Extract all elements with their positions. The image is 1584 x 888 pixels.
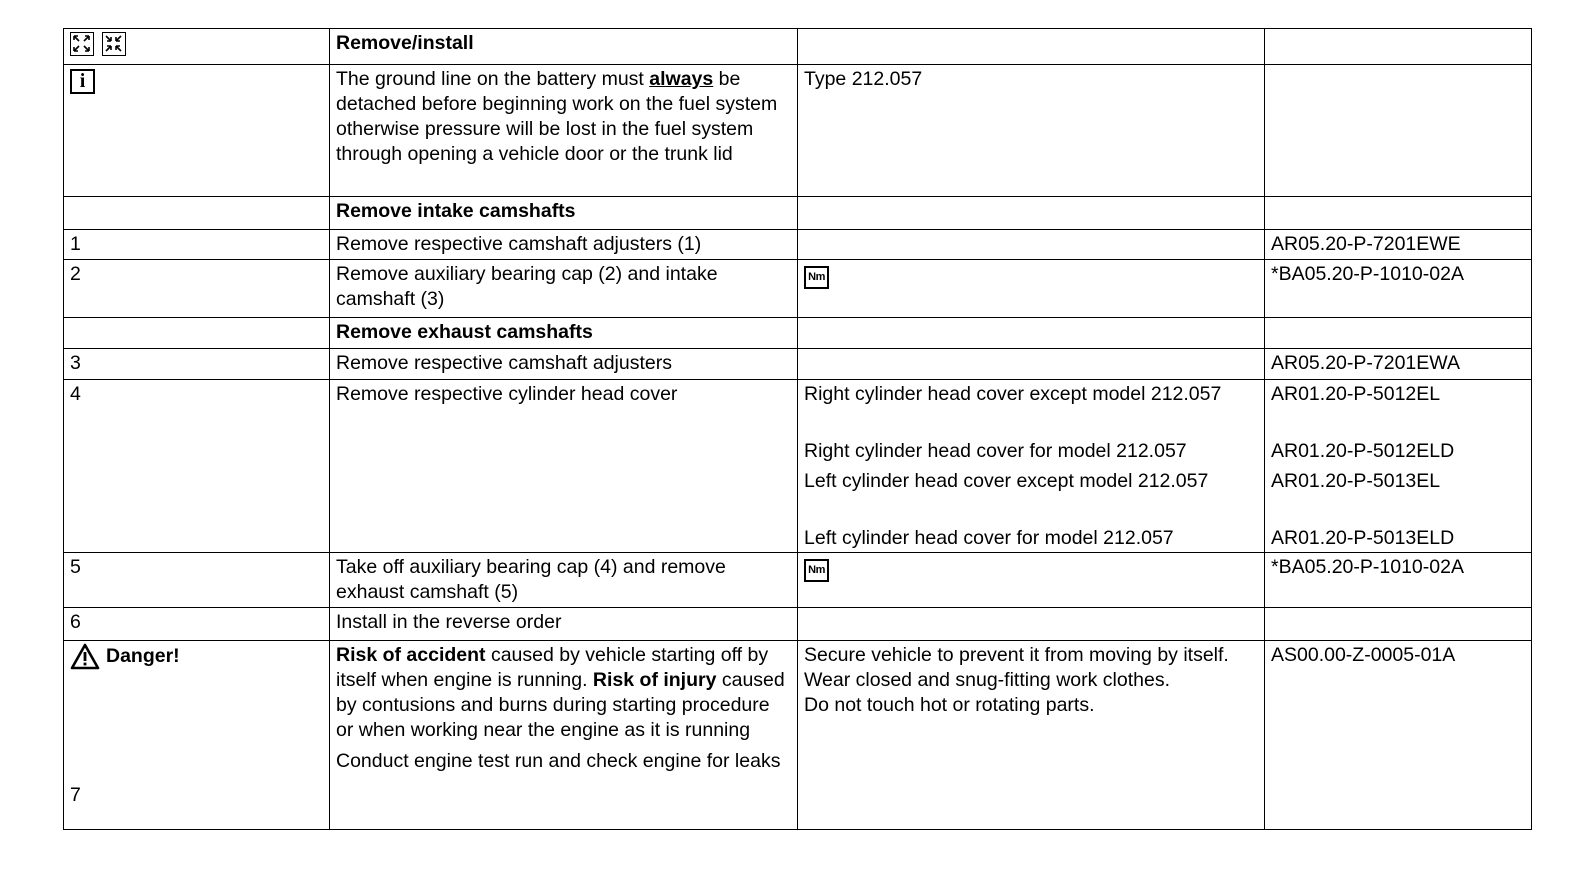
- danger-reference-link[interactable]: AS00.00-Z-0005-01A: [1265, 641, 1532, 830]
- step-row-6: [64, 608, 1532, 641]
- header-title: Remove/install: [330, 29, 798, 65]
- step-reference-link[interactable]: AR05.20-P-7201EWE: [1265, 230, 1532, 260]
- step-subnotes: [798, 380, 1265, 553]
- section-title-exhaust: Remove exhaust camshafts: [330, 318, 798, 349]
- step-number: 6: [64, 608, 330, 641]
- step-text: Remove respective camshaft adjusters: [330, 349, 798, 380]
- info-icon[interactable]: i: [70, 69, 95, 94]
- info-empty-4: [1265, 65, 1532, 197]
- section-empty-4: [1265, 197, 1532, 230]
- nm-icon[interactable]: Nm: [804, 266, 829, 289]
- step-reference-link[interactable]: AR05.20-P-7201EWA: [1265, 349, 1532, 380]
- step-reference-link[interactable]: *BA05.20-P-1010-02A: [1265, 260, 1532, 318]
- step-row-1: [64, 230, 1532, 260]
- risk-injury-label: Risk of injury: [592, 669, 717, 691]
- risk-accident-text: caused by vehicle starting off by itself when engine is running.: [336, 644, 769, 691]
- info-text-emphasis: always: [649, 68, 714, 90]
- danger-measure: Wear closed and snug-fitting work clothes.: [804, 669, 1170, 691]
- step-text: Conduct engine test run and check engine for leaks: [336, 750, 781, 772]
- expand-icon[interactable]: [70, 32, 94, 56]
- nm-icon[interactable]: Nm: [804, 559, 829, 582]
- info-text-post: be detached before beginning work on the fuel system otherwise pressure will be lost in the fuel system through opening a vehicle door or the trunk lid: [336, 68, 778, 165]
- step-number: 7: [70, 784, 81, 806]
- header-empty-3: [798, 29, 1265, 65]
- danger-measures-cell: [798, 641, 1265, 830]
- step-reference-link[interactable]: AR01.20-P-5012ELD: [1271, 440, 1455, 462]
- header-icons-cell: [64, 29, 330, 65]
- info-text-pre: The ground line on the battery must: [336, 68, 650, 90]
- danger-label-cell: [64, 641, 330, 830]
- step-note: [798, 230, 1265, 260]
- step-row-5: [64, 553, 1532, 608]
- procedure-table: [63, 28, 1532, 830]
- warning-triangle-icon: [70, 643, 100, 670]
- header-row: [64, 29, 1532, 65]
- step-row-4: [64, 380, 1532, 553]
- step-reference-link[interactable]: AR01.20-P-5012EL: [1271, 383, 1441, 405]
- danger-label: Danger!: [106, 645, 180, 667]
- section-empty-1: [64, 318, 330, 349]
- section-title-intake: Remove intake camshafts: [330, 197, 798, 230]
- danger-measure: Secure vehicle to prevent it from moving by itself.: [804, 644, 1229, 666]
- step-reference-link[interactable]: AR01.20-P-5013ELD: [1271, 527, 1455, 549]
- risk-accident-label: Risk of accident: [336, 644, 486, 666]
- danger-text-cell: [330, 641, 798, 830]
- subnote: Left cylinder head cover for model 212.057: [804, 527, 1174, 549]
- info-row: [64, 65, 1532, 197]
- subnote: Right cylinder head cover except model 212.057: [804, 383, 1222, 405]
- step-reference-link[interactable]: [1265, 608, 1532, 641]
- section-row-exhaust: [64, 318, 1532, 349]
- step-text: Install in the reverse order: [330, 608, 798, 641]
- info-note: Type 212.057: [798, 65, 1265, 197]
- step-note: [798, 260, 1265, 318]
- info-text: [330, 65, 798, 197]
- section-empty-3: [798, 197, 1265, 230]
- step-note: [798, 349, 1265, 380]
- danger-measure: Do not touch hot or rotating parts.: [804, 694, 1095, 716]
- collapse-icon[interactable]: [102, 32, 126, 56]
- step-number: 2: [64, 260, 330, 318]
- step-row-3: [64, 349, 1532, 380]
- step-reference-link[interactable]: *BA05.20-P-1010-02A: [1265, 553, 1532, 608]
- subnote: Left cylinder head cover except model 212.057: [804, 470, 1209, 492]
- subnote: Right cylinder head cover for model 212.057: [804, 440, 1187, 462]
- step-text: Remove respective cylinder head cover: [330, 380, 798, 553]
- step-number: 4: [64, 380, 330, 553]
- section-empty-1: [64, 197, 330, 230]
- step-reference-link[interactable]: AR01.20-P-5013EL: [1271, 470, 1441, 492]
- step-subrefs: [1265, 380, 1532, 553]
- header-empty-4: [1265, 29, 1532, 65]
- section-empty-3: [798, 318, 1265, 349]
- risk-injury-text: caused by contusions and burns during starting procedure or when working near the engine as it is running: [336, 669, 785, 741]
- section-row-intake: [64, 197, 1532, 230]
- step-number: 3: [64, 349, 330, 380]
- step-number: 5: [64, 553, 330, 608]
- step-row-2: [64, 260, 1532, 318]
- section-empty-4: [1265, 318, 1532, 349]
- step-text: Take off auxiliary bearing cap (4) and remove exhaust camshaft (5): [330, 553, 798, 608]
- step-note: [798, 553, 1265, 608]
- info-icon-cell: [64, 65, 330, 197]
- step-number: 1: [64, 230, 330, 260]
- danger-row: [64, 641, 1532, 830]
- step-text: Remove auxiliary bearing cap (2) and intake camshaft (3): [330, 260, 798, 318]
- step-note: [798, 608, 1265, 641]
- danger-text: [336, 643, 791, 743]
- step-text: Remove respective camshaft adjusters (1): [330, 230, 798, 260]
